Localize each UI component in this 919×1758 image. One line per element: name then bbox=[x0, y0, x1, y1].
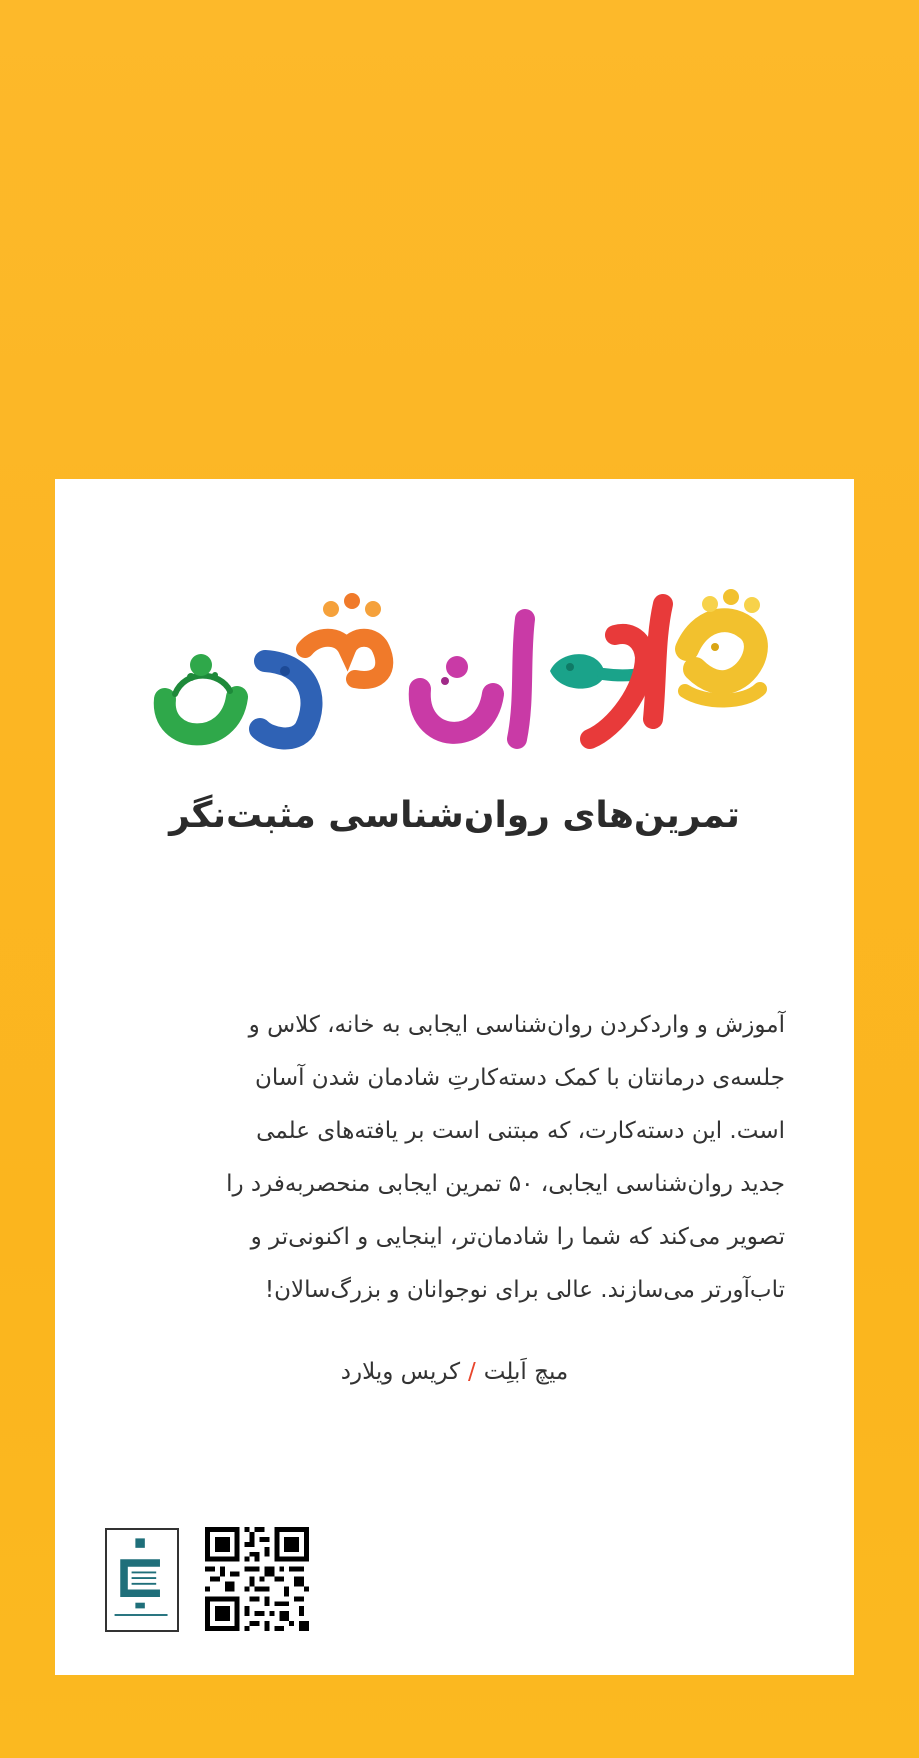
description-line: تاب‌آورتر می‌سازند. عالی برای نوجوانان و بزرگ‌سالان! bbox=[264, 1277, 785, 1303]
letter-dal-red bbox=[590, 634, 645, 739]
letter-nun bbox=[165, 654, 237, 734]
publisher-logo bbox=[105, 1528, 179, 1632]
book-title-logo bbox=[55, 579, 854, 754]
publisher-logo-icon bbox=[107, 1530, 177, 1630]
letter-dal bbox=[260, 661, 312, 738]
qr-code-icon bbox=[205, 1527, 309, 1631]
qr-code[interactable] bbox=[205, 1527, 309, 1631]
description-line: جلسه‌ی درمانتان با کمک دسته‌کارتِ شادمان شدن آسان bbox=[254, 1065, 785, 1091]
book-subtitle: تمرین‌های روان‌شناسی مثبت‌نگر bbox=[169, 795, 740, 836]
letter-nun-2 bbox=[420, 656, 493, 733]
book-description bbox=[125, 999, 785, 1317]
author-name: کریس ویلارد bbox=[340, 1359, 461, 1385]
book-authors bbox=[55, 1359, 854, 1385]
letter-alef bbox=[517, 619, 525, 739]
description-line: است. این دسته‌کارت، که مبتنی است بر یافته‌های علمی bbox=[256, 1118, 785, 1144]
description-line: تصویر می‌کند که شما را شادمان‌تر، اینجایی و اکنونی‌تر و bbox=[250, 1224, 785, 1250]
description-line: آموزش و واردکردن روان‌شناسی ایجابی به خانه، کلاس و bbox=[248, 1012, 785, 1038]
author-name: میچ اَبلِت bbox=[483, 1359, 569, 1385]
letter-shin-yellow bbox=[685, 589, 760, 701]
back-cover-card bbox=[55, 479, 854, 1675]
title-logo-art bbox=[55, 579, 854, 754]
author-separator: / bbox=[468, 1359, 476, 1385]
letter-shin bbox=[305, 593, 384, 680]
description-line: جدید روان‌شناسی ایجابی، ۵۰ تمرین ایجابی منحصربه‌فرد را bbox=[226, 1171, 785, 1197]
letter-alef-red bbox=[653, 604, 663, 719]
